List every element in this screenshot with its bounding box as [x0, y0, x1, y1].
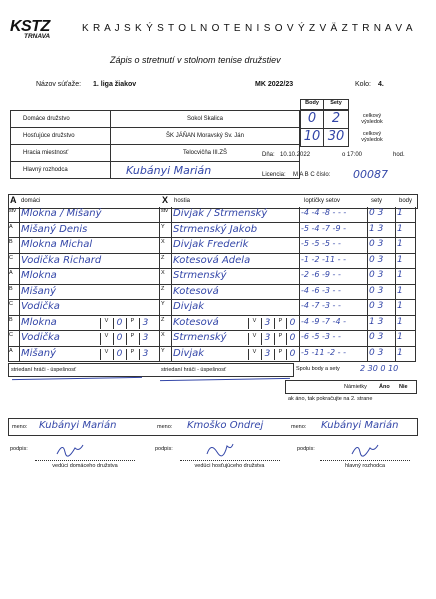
column-divider [19, 300, 20, 315]
home-player: Mlokna [21, 270, 57, 281]
column-divider [367, 347, 368, 362]
column-divider [395, 347, 396, 362]
column-divider [395, 223, 396, 238]
away-team: ŠK JÁŇAN Moravský Sv. Ján [111, 128, 300, 145]
away-v-value: 3 [261, 349, 273, 361]
away-player: Divjak [173, 301, 205, 312]
home-code: B [9, 239, 13, 245]
time-value: o 17:00 [342, 152, 363, 158]
column-divider [299, 316, 300, 331]
home-v-value: 0 [113, 349, 125, 361]
column-divider [299, 285, 300, 300]
home-player: Vodička [21, 301, 60, 312]
header-hostia: hostia [174, 198, 191, 204]
home-podpis-label: podpis: [10, 446, 28, 452]
column-divider [367, 223, 368, 238]
column-divider [395, 254, 396, 269]
logo-sub: TRNAVA [24, 33, 51, 40]
column-divider [367, 331, 368, 346]
sets-result: 0 3 [369, 239, 384, 249]
v-label: V [100, 349, 112, 361]
away-player: Kotesová [173, 316, 219, 328]
set-scores: -5 -11 -2 - - [301, 347, 346, 357]
set-scores: -6 -5 -3 - - [301, 332, 341, 341]
home-signature-icon [55, 440, 85, 458]
column-divider [159, 347, 160, 362]
logo [10, 18, 50, 40]
points-result: 1 [397, 316, 403, 327]
header-a: A [10, 195, 17, 205]
referee-name: Kubányi Marián [111, 162, 300, 179]
points-result: 1 [397, 270, 403, 280]
column-divider [19, 331, 20, 346]
set-scores: -4 -7 -3 - - [301, 301, 341, 310]
away-code: Y [161, 347, 165, 354]
header-domaci: domáci [21, 198, 41, 204]
ref-sign-line [320, 460, 410, 461]
column-divider [367, 300, 368, 315]
column-divider [171, 223, 172, 238]
away-player: Strmenský [173, 332, 227, 343]
subs-home: striedaní hráči - úspešnosť [11, 367, 77, 373]
subs-away-line [160, 378, 290, 381]
result-label-1: celkový výsledok [361, 113, 383, 125]
round-label: Kolo: [355, 81, 371, 88]
away-code: Z [161, 285, 165, 292]
column-divider [159, 269, 160, 284]
points-result: 1 [397, 301, 403, 311]
p-label: P [274, 349, 286, 361]
column-divider [159, 285, 160, 300]
sets-result: 0 3 [369, 301, 384, 311]
subs-away: striedaní hráči - úspešnosť [161, 367, 227, 373]
away-player: Divjak [173, 347, 205, 359]
namietky-row [285, 380, 417, 394]
time-unit: hod. [393, 152, 405, 158]
away-role: vedúci hosťujúceho družstva [194, 463, 265, 469]
home-sety: 2 [323, 110, 349, 129]
home-p-value: 3 [139, 318, 151, 330]
away-code: Z [161, 316, 165, 323]
meno-row [8, 418, 418, 436]
column-divider [395, 316, 396, 331]
page-title: K R A J S K Ý S T O L N O T E N I S O V Ý Z V Ä Z T R N A V A [82, 23, 414, 34]
column-divider [171, 238, 172, 253]
column-divider [19, 223, 20, 238]
home-label: Domáce družstvo [11, 111, 111, 128]
home-v-value: 0 [113, 318, 125, 330]
column-divider [19, 207, 20, 222]
away-v-value: 3 [261, 333, 273, 345]
set-scores: -4 -4 -8 - - - [301, 208, 347, 217]
spolu-label: Spolu body a sety [296, 366, 340, 372]
ref-role: hlavný rozhodca [344, 463, 386, 469]
ano-label: Áno [379, 384, 390, 390]
p-label: P [274, 318, 286, 330]
away-p-value: 0 [286, 318, 298, 330]
licence-value: M A B C číslo: [293, 172, 331, 178]
subs-row [8, 363, 294, 377]
column-divider [159, 223, 160, 238]
away-signature-icon [205, 440, 235, 458]
header-sety: sety [371, 198, 383, 204]
sets-result: 0 3 [369, 347, 384, 358]
home-player: Mišaný [21, 285, 56, 297]
p-label: P [126, 333, 138, 345]
home-role: vedúci domáceho družstva [52, 463, 118, 469]
ref-signature-icon [350, 440, 380, 458]
column-divider [19, 316, 20, 331]
sets-result: 0 3 [369, 332, 384, 342]
nie-label: Nie [399, 384, 408, 390]
column-divider [299, 238, 300, 253]
column-divider [159, 316, 160, 331]
page-subtitle: Zápis o stretnutí v stolnom tenise družstiev [110, 55, 281, 65]
home-code: A [9, 270, 13, 276]
table-row [8, 316, 416, 332]
table-row [8, 238, 416, 254]
away-player: Strmenský Jakob [173, 223, 258, 235]
p-label: P [274, 333, 286, 345]
set-scores: -2 -6 -9 - - [301, 270, 341, 279]
home-p-value: 3 [139, 349, 151, 361]
home-code: A [9, 347, 13, 354]
home-code: C [9, 332, 13, 338]
column-divider [159, 207, 160, 222]
home-player: Mlokna Michal [21, 239, 93, 250]
competition-label: Názov súťaže: [36, 81, 82, 88]
away-label: Hosťujúce družstvo [11, 128, 111, 145]
column-divider [299, 254, 300, 269]
column-divider [299, 347, 300, 362]
away-code: X [161, 332, 165, 338]
table-row [8, 269, 416, 285]
home-code: štv [9, 208, 17, 214]
column-divider [299, 300, 300, 315]
away-player: Strmenský [173, 270, 227, 281]
home-player: Vodička Richard [21, 254, 102, 266]
column-divider [395, 285, 396, 300]
away-player: Divjak / Strmenský [173, 208, 268, 219]
column-divider [171, 269, 172, 284]
table-row [8, 254, 416, 270]
away-v-value: 3 [261, 318, 273, 330]
ak-ano-note: ak áno, tak pokračujte na 2. strane [288, 396, 373, 402]
home-code: B [9, 285, 13, 292]
column-divider [159, 331, 160, 346]
column-divider [299, 331, 300, 346]
column-divider [395, 331, 396, 346]
column-divider [171, 285, 172, 300]
table-row [8, 347, 416, 363]
date-label: Dňa: [262, 152, 275, 158]
column-divider [159, 238, 160, 253]
p-label: P [126, 349, 138, 361]
column-divider [367, 316, 368, 331]
sets-result: 1 3 [369, 316, 384, 327]
sety-header: Sety [323, 99, 349, 110]
v-label: V [100, 333, 112, 345]
column-divider [19, 269, 20, 284]
column-divider [367, 207, 368, 222]
home-code: C [9, 254, 13, 261]
set-scores: -5 -5 -5 - - [301, 239, 341, 248]
competition-name: 1. liga žiakov [93, 81, 137, 88]
points-result: 1 [397, 332, 403, 342]
points-result: 1 [397, 254, 403, 265]
away-player: Kotesová Adela [173, 254, 251, 266]
sets-result: 0 3 [369, 270, 384, 280]
home-p-value: 3 [139, 333, 151, 345]
round-value: 4. [378, 81, 384, 88]
set-scores: -1 -2 -11 - - [301, 254, 346, 264]
away-podpis-label: podpis: [155, 446, 173, 452]
table-row [8, 300, 416, 316]
away-code: Z [161, 254, 165, 261]
column-divider [395, 300, 396, 315]
logo-main: KSTZ [10, 18, 50, 35]
spolu-value: 2 30 0 10 [360, 364, 399, 373]
table-row [8, 223, 416, 239]
away-code: X [161, 239, 165, 245]
licence-number: 00087 [353, 168, 388, 181]
column-divider [367, 269, 368, 284]
date-value: 10.10.2022 [280, 152, 311, 158]
ref-podpis-label: podpis: [297, 446, 315, 452]
column-divider [367, 254, 368, 269]
column-divider [171, 347, 172, 362]
column-divider [171, 207, 172, 222]
column-divider [159, 300, 160, 315]
points-result: 1 [397, 223, 403, 234]
home-v-value: 0 [113, 333, 125, 345]
column-divider [395, 269, 396, 284]
sets-result: 0 3 [369, 208, 384, 218]
column-divider [159, 254, 160, 269]
home-team: Sokol Skalica [111, 111, 300, 128]
away-p-value: 0 [286, 349, 298, 361]
header-sets: loptičky setov [304, 198, 341, 204]
away-player: Kotesová [173, 285, 219, 297]
set-scores: -4 -9 -7 -4 - [301, 316, 346, 326]
column-divider [395, 238, 396, 253]
home-code: C [9, 301, 13, 307]
points-result: 1 [397, 347, 403, 358]
result-label-2: celkový výsledok [361, 131, 383, 143]
away-leader: Kmoško Ondrej [187, 420, 264, 431]
table-row [8, 331, 416, 347]
column-divider [367, 238, 368, 253]
column-divider [299, 269, 300, 284]
body-header: Body [300, 99, 324, 110]
venue-label: Hracia miestnosť [11, 145, 111, 162]
points-result: 1 [397, 285, 403, 296]
table-row [8, 207, 416, 223]
away-code: štv [161, 208, 169, 214]
points-result: 1 [397, 208, 403, 218]
away-meno-label: meno: [157, 424, 173, 430]
column-divider [19, 347, 20, 362]
away-p-value: 0 [286, 333, 298, 345]
column-divider [171, 300, 172, 315]
away-code: Y [161, 301, 165, 307]
away-code: X [161, 270, 165, 276]
venue-value: Telocvičňa III.ZŠ [111, 145, 300, 162]
home-leader: Kubányi Marián [39, 420, 117, 431]
away-sign-line [180, 460, 280, 461]
set-scores: -5 -4 -7 -9 - [301, 223, 346, 233]
column-divider [19, 254, 20, 269]
home-player: Mišaný [21, 347, 56, 359]
column-divider [19, 238, 20, 253]
column-divider [367, 285, 368, 300]
namietky-label: Námietky [344, 384, 367, 390]
away-body: 10 [300, 128, 324, 147]
competition-mk: MK 2022/23 [255, 81, 294, 88]
home-player: Mlokna / Mišaný [21, 208, 102, 219]
subs-home-line [12, 377, 142, 380]
column-divider [299, 207, 300, 222]
sets-result: 1 3 [369, 223, 384, 234]
column-divider [171, 316, 172, 331]
column-divider [395, 207, 396, 222]
home-body: 0 [300, 110, 324, 129]
v-label: V [248, 349, 260, 361]
p-label: P [126, 318, 138, 330]
referee-label: Hlavný rozhodca [11, 162, 111, 179]
v-label: V [248, 333, 260, 345]
sets-result: 0 3 [369, 285, 384, 296]
away-sety: 30 [323, 128, 349, 147]
header-x: X [162, 195, 169, 205]
v-label: V [248, 318, 260, 330]
column-divider [171, 331, 172, 346]
ref-leader: Kubányi Marián [321, 420, 399, 431]
home-code: B [9, 316, 13, 323]
column-divider [19, 285, 20, 300]
home-sign-line [35, 460, 135, 461]
table-row [8, 285, 416, 301]
teams-table [10, 110, 300, 179]
set-scores: -4 -6 -3 - - [301, 285, 341, 295]
header-body: body [399, 198, 413, 204]
v-label: V [100, 318, 112, 330]
points-result: 1 [397, 239, 403, 249]
licence-label: Licencia: [262, 172, 286, 178]
column-divider [171, 254, 172, 269]
home-player: Mlokna [21, 316, 57, 328]
sets-result: 0 3 [369, 254, 384, 265]
ref-meno-label: meno: [291, 424, 307, 430]
home-player: Vodička [21, 332, 60, 343]
away-player: Divjak Frederik [173, 239, 249, 250]
home-meno-label: meno: [12, 424, 28, 430]
home-player: Mišaný Denis [21, 223, 88, 235]
away-code: Y [161, 223, 165, 230]
home-code: A [9, 223, 13, 230]
column-divider [299, 223, 300, 238]
